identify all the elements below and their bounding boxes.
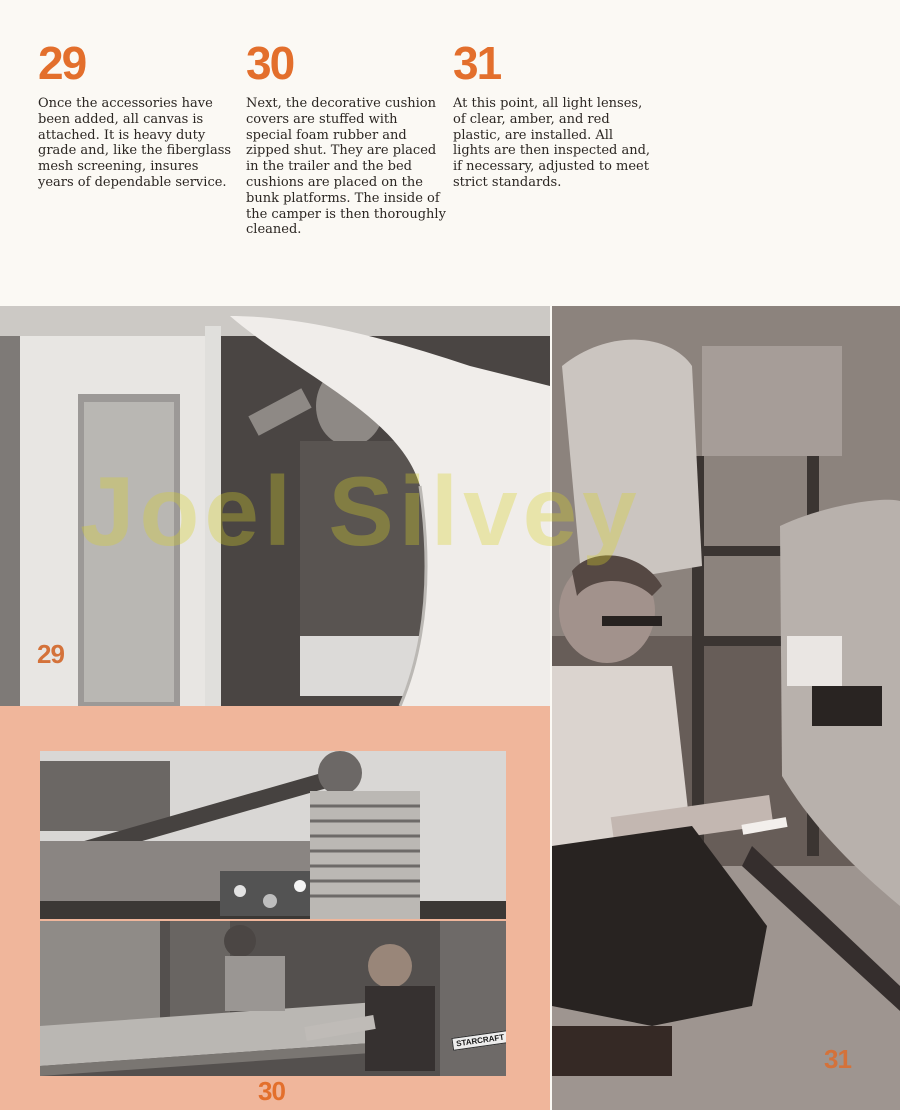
- photo-cushions-bottom: [40, 921, 506, 1076]
- photo-number-30: 30: [258, 1076, 285, 1106]
- photo-number-29: 29: [37, 639, 64, 669]
- step-31: [453, 38, 653, 191]
- step-number: 30: [246, 37, 294, 89]
- photo-number-31: 31: [824, 1044, 851, 1074]
- photo-lights-image: [552, 306, 900, 1110]
- step-29: [38, 38, 238, 191]
- step-text: Once the accessories have been added, all canvas is attached. It is heavy duty grade and, like the fiberglass mesh screening, insures years of dependable service.: [38, 96, 232, 190]
- photo-canvas: [0, 306, 550, 706]
- photo-canvas-image: [0, 306, 550, 706]
- starcraft-stamp: STARCRAFT: [451, 1030, 506, 1051]
- photo-cushions-top-image: [40, 751, 506, 919]
- panel-cushions: [0, 706, 550, 1110]
- photo-lights: [552, 306, 900, 1110]
- step-text: Next, the decorative cushion covers are stuffed with special foam rubber and zipped shut. They are placed in the trailer and the bed cushions are placed on the bunk platforms. The inside of the camper is then thoroughly cleaned.: [246, 96, 446, 238]
- photo-cushions-bottom-image: [40, 921, 506, 1076]
- photo-cushions-top: [40, 751, 506, 919]
- step-text: At this point, all light lenses, of clear, amber, and red plastic, are installed. All lights are then inspected and, if necessary, adjusted to meet strict standards.: [453, 96, 651, 190]
- step-number: 29: [38, 37, 86, 89]
- step-30: [246, 38, 446, 238]
- step-number: 31: [453, 37, 501, 89]
- watermark: Joel Silvey: [80, 456, 642, 566]
